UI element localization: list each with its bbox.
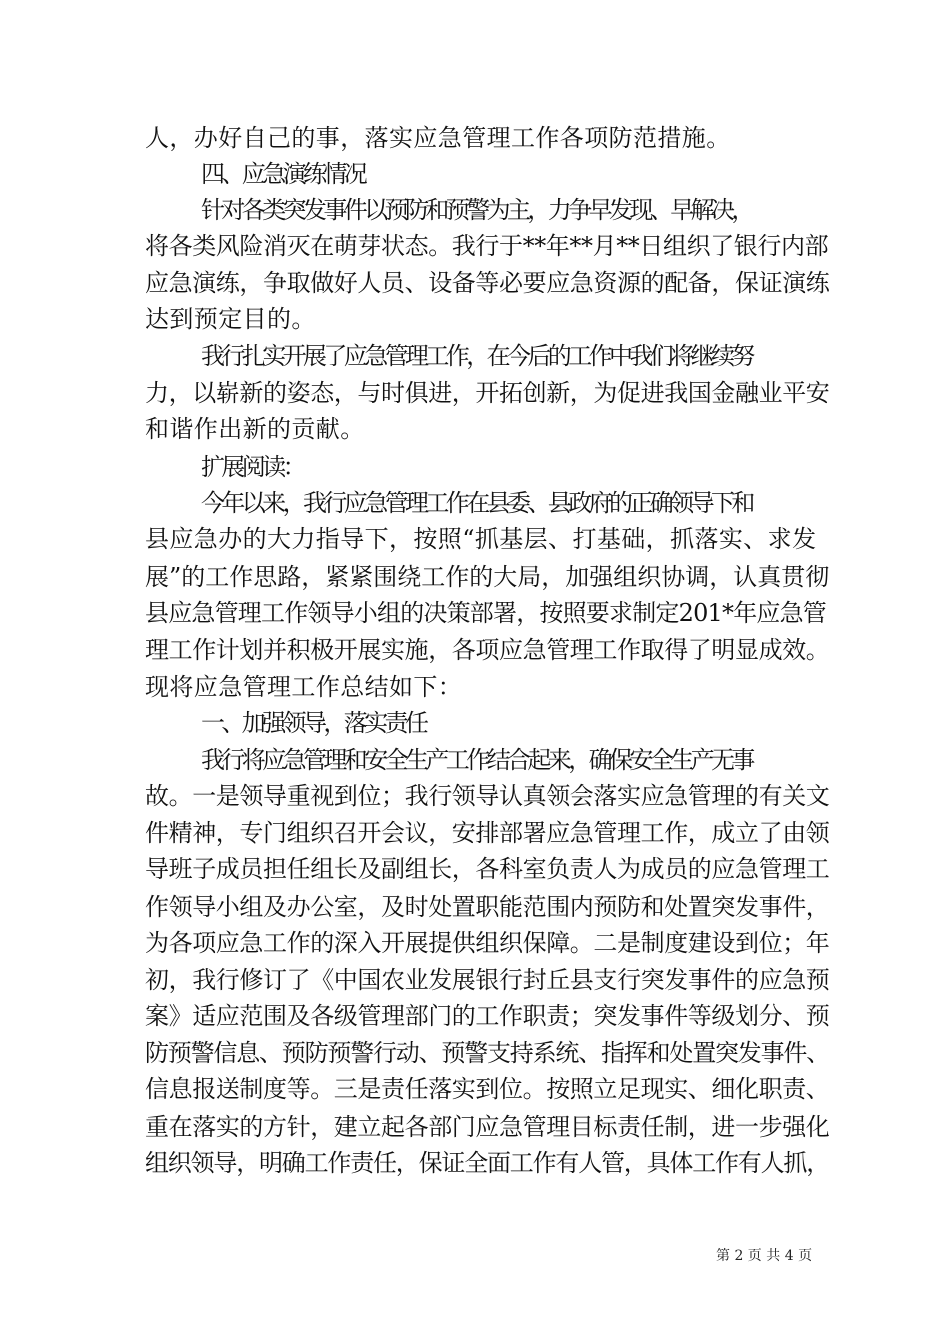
body-text-line: 今年以来，我行应急管理工作在县委、县政府的正确领导下和 bbox=[201, 489, 752, 517]
body-text-line: 和谐作出新的贡献。 bbox=[145, 415, 365, 443]
body-text-line: 件精神，专门组织召开会议，安排部署应急管理工作，成立了由领 bbox=[145, 819, 830, 847]
body-text-line: 针对各类突发事件以预防和预警为主，力争早发现、早解决， bbox=[201, 196, 752, 224]
body-text-line: 信息报送制度等。三是责任落实到位。按照立足现实、细化职责、 bbox=[145, 1075, 830, 1103]
body-text-line: 力，以崭新的姿态，与时俱进，开拓创新，为促进我国金融业平安 bbox=[145, 379, 830, 407]
body-text-line: 应急演练，争取做好人员、设备等必要应急资源的配备，保证演练 bbox=[145, 269, 830, 297]
body-text-line: 理工作计划并积极开展实施，各项应急管理工作取得了明显成效。 bbox=[145, 636, 830, 664]
body-text-line: 我行将应急管理和安全生产工作结合起来，确保安全生产无事 bbox=[201, 746, 752, 774]
section-heading: 四、应急演练情况 bbox=[201, 160, 365, 188]
section-heading: 扩展阅读： bbox=[201, 453, 303, 481]
body-text-line: 展”的工作思路，紧紧围绕工作的大局，加强组织协调，认真贯彻 bbox=[145, 563, 830, 591]
body-text-line: 人，办好自己的事，落实应急管理工作各项防范措施。 bbox=[145, 124, 731, 152]
body-text-line: 我行扎实开展了应急管理工作，在今后的工作中我们将继续努 bbox=[201, 342, 752, 370]
body-text-line: 重在落实的方针，建立起各部门应急管理目标责任制，进一步强化 bbox=[145, 1113, 830, 1141]
body-text-line: 初，我行修订了《中国农业发展银行封丘县支行突发事件的应急预 bbox=[145, 966, 830, 994]
body-text-line: 故。一是领导重视到位；我行领导认真领会落实应急管理的有关文 bbox=[145, 782, 830, 810]
body-text-line: 案》适应范围及各级管理部门的工作职责；突发事件等级划分、预 bbox=[145, 1002, 830, 1030]
body-text-line: 作领导小组及办公室，及时处置职能范围内预防和处置突发事件， bbox=[145, 893, 830, 921]
body-text-line: 为各项应急工作的深入开展提供组织保障。二是制度建设到位；年 bbox=[145, 929, 830, 957]
body-text-line: 将各类风险消灭在萌芽状态。我行于**年**月**日组织了银行内部 bbox=[145, 232, 829, 260]
body-text-line: 达到预定目的。 bbox=[145, 305, 316, 333]
body-text-line: 导班子成员担任组长及副组长，各科室负责人为成员的应急管理工 bbox=[145, 855, 830, 883]
body-text-line: 组织领导，明确工作责任，保证全面工作有人管，具体工作有人抓， bbox=[145, 1149, 829, 1177]
body-text-line: 县应急办的大力指导下，按照“抓基层、打基础，抓落实、求发 bbox=[145, 525, 817, 553]
body-text-line: 防预警信息、预防预警行动、预警支持系统、指挥和处置突发事件、 bbox=[145, 1039, 829, 1067]
body-text-line: 县应急管理工作领导小组的决策部署，按照要求制定201*年应急管 bbox=[145, 599, 827, 627]
section-heading: 一、加强领导，落实责任 bbox=[201, 709, 426, 737]
page-number-footer: 第 2 页 共 4 页 bbox=[716, 1248, 813, 1264]
body-text-line: 现将应急管理工作总结如下： bbox=[145, 673, 463, 701]
